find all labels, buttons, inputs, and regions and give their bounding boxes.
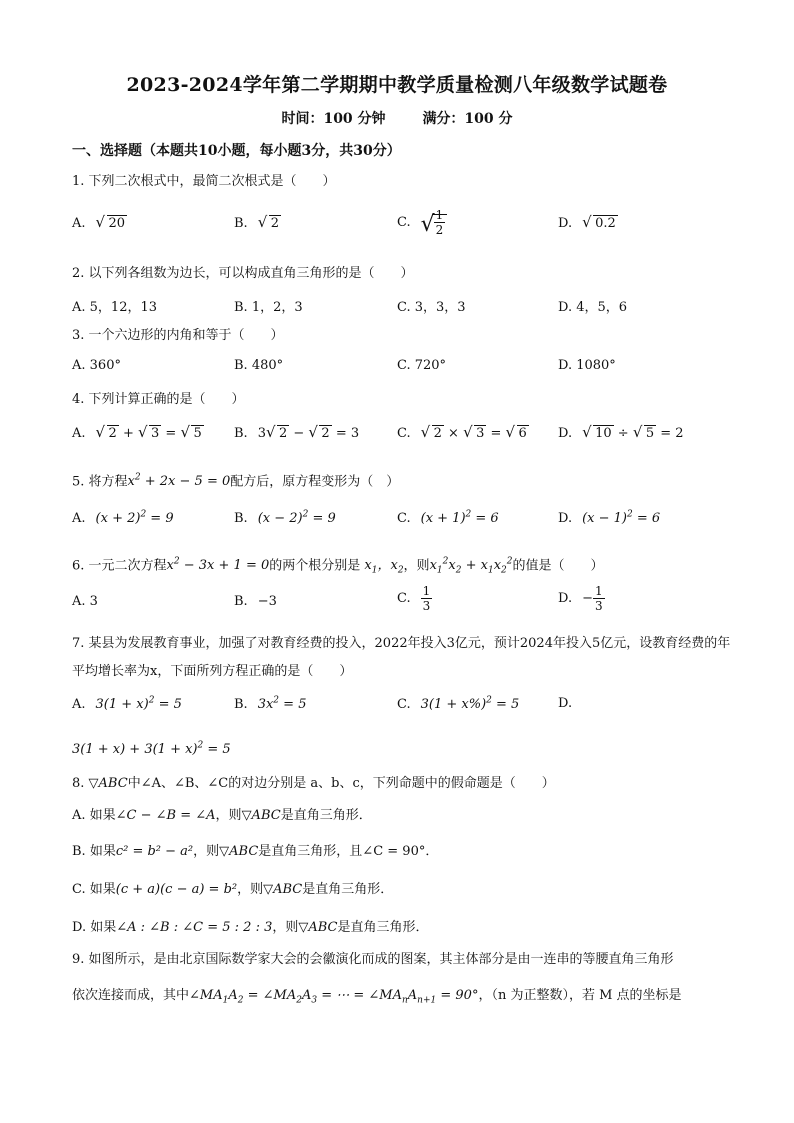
option-c: C. $3(1 + x\%)^2 = 5$ [397,696,520,713]
question-8-option-c: C. 如果(c + a)(c − a) = b²，则▽ABC是直角三角形． [72,882,394,897]
question-9-stem-line1: 9. 如图所示，是由北京国际数学家大会的会徽演化而成的图案，其主体部分是由一连串的等腰直角三角形 [72,952,674,967]
option-d: D. √ 10 ÷ √ 5 = 2 [558,423,684,441]
section-heading: 一、选择题（本题共10小题，每小题3分，共30分） [72,143,401,159]
option-b: B. −3 [234,594,277,609]
option-b: B. 480° [234,358,284,373]
option-c: C. 720° [397,358,447,373]
question-7-stem: 7. 某县为发展教育事业，加强了对教育经费的投入，2022年投入3亿元，预计2024年投入5亿元，设教育经费的年平均增长率为x，下面所列方程正确的是（ ） [72,636,731,679]
question-3-options [72,358,732,394]
option-d: D. 4，5，6 [558,300,628,315]
question-3-stem: 3. 一个六边形的内角和等于（ ） [72,328,284,343]
question-7-option-d-expr: $3(1 + x) + 3(1 + x)^2 = 5$ [72,741,231,758]
option-a: A. $3(1 + x)^2 = 5$ [72,696,182,713]
question-5-options [72,510,732,546]
question-8-stem: 8. ▽ABC中∠A、∠B、∠C的对边分别是 a、b、c，下列命题中的假命题是（ ） [72,776,555,791]
option-b: B. $(x - 2)^2 = 9$ [234,510,336,527]
exam-score: 满分：100 分 [422,111,513,127]
option-a: A. 3 [72,594,98,609]
page-title: 2023-2024学年第二学期期中教学质量检测八年级数学试题卷 [126,74,668,96]
question-1-options [72,208,732,252]
option-a: A. 5，12，13 [72,300,158,315]
question-7-options [72,696,732,732]
option-a: A. $(x + 2)^2 = 9$ [72,510,174,527]
question-8-option-b: B. 如果c² = b² − a²，则▽ABC是直角三角形，且∠C = 90°． [72,844,439,859]
option-d: D. √ 0.2 [558,213,616,231]
exam-info [0,108,794,128]
question-6-options [72,584,732,630]
exam-time: 时间：100 分钟 [281,111,386,127]
option-d: D. 1080° [558,358,616,373]
option-b: B. √ 2 [234,213,279,231]
question-8-option-d: D. 如果∠A : ∠B : ∠C = 5 : 2 : 3，则▽ABC是直角三角形． [72,920,429,935]
question-4-options [72,423,732,462]
option-a: A. 360° [72,358,121,373]
option-c: C. $(x + 1)^2 = 6$ [397,510,499,527]
question-6-stem: 6. 一元二次方程$x^2 - 3x + 1 = 0$的两个根分别是 $x_1$，$x_2$，则$x_1^2x_2 + x_1x_2^2$的值是（ ） [72,557,604,576]
option-c: C. √ $\frac{1}{2}$ [397,208,447,237]
option-a: A. √ 2 + √ 3 = √ 5 [72,423,202,441]
option-b: B. 3 √ 2 − √ 2 = 3 [234,423,360,441]
option-c: C. √ 2 × √ 3 = √ 6 [397,423,527,441]
option-c: C. $\frac{1}{3}$ [397,584,431,613]
option-b: B. $3x^2 = 5$ [234,696,307,713]
option-a: A. √ 20 [72,213,126,231]
option-d: D. − $\frac{1}{3}$ [558,584,603,613]
option-d: D. $(x - 1)^2 = 6$ [558,510,661,527]
question-4-stem: 4. 下列计算正确的是（ ） [72,392,245,407]
question-5-stem: 5. 将方程$x^2 + 2x - 5 = 0$配方后，原方程变形为（ ） [72,473,400,490]
question-8-option-a: A. 如果∠C − ∠B = ∠A，则▽ABC是直角三角形． [72,808,372,823]
option-d: D. [558,696,573,711]
question-2-stem: 2. 以下列各组数为边长，可以构成直角三角形的是（ ） [72,266,414,281]
question-9-stem-line2: 依次连接而成，其中$\angle MA_1A_2$ = $\angle MA_2A_3$ = ⋯ = $\angle MA_nA_{n+1} = 90^\circ$，（n 为正整数），若 M 点的坐标是 [72,988,682,1006]
question-1-stem: 1. 下列二次根式中，最简二次根式是（ ） [72,174,336,189]
option-c: C. 3，3，3 [397,300,466,315]
option-b: B. 1，2，3 [234,300,303,315]
